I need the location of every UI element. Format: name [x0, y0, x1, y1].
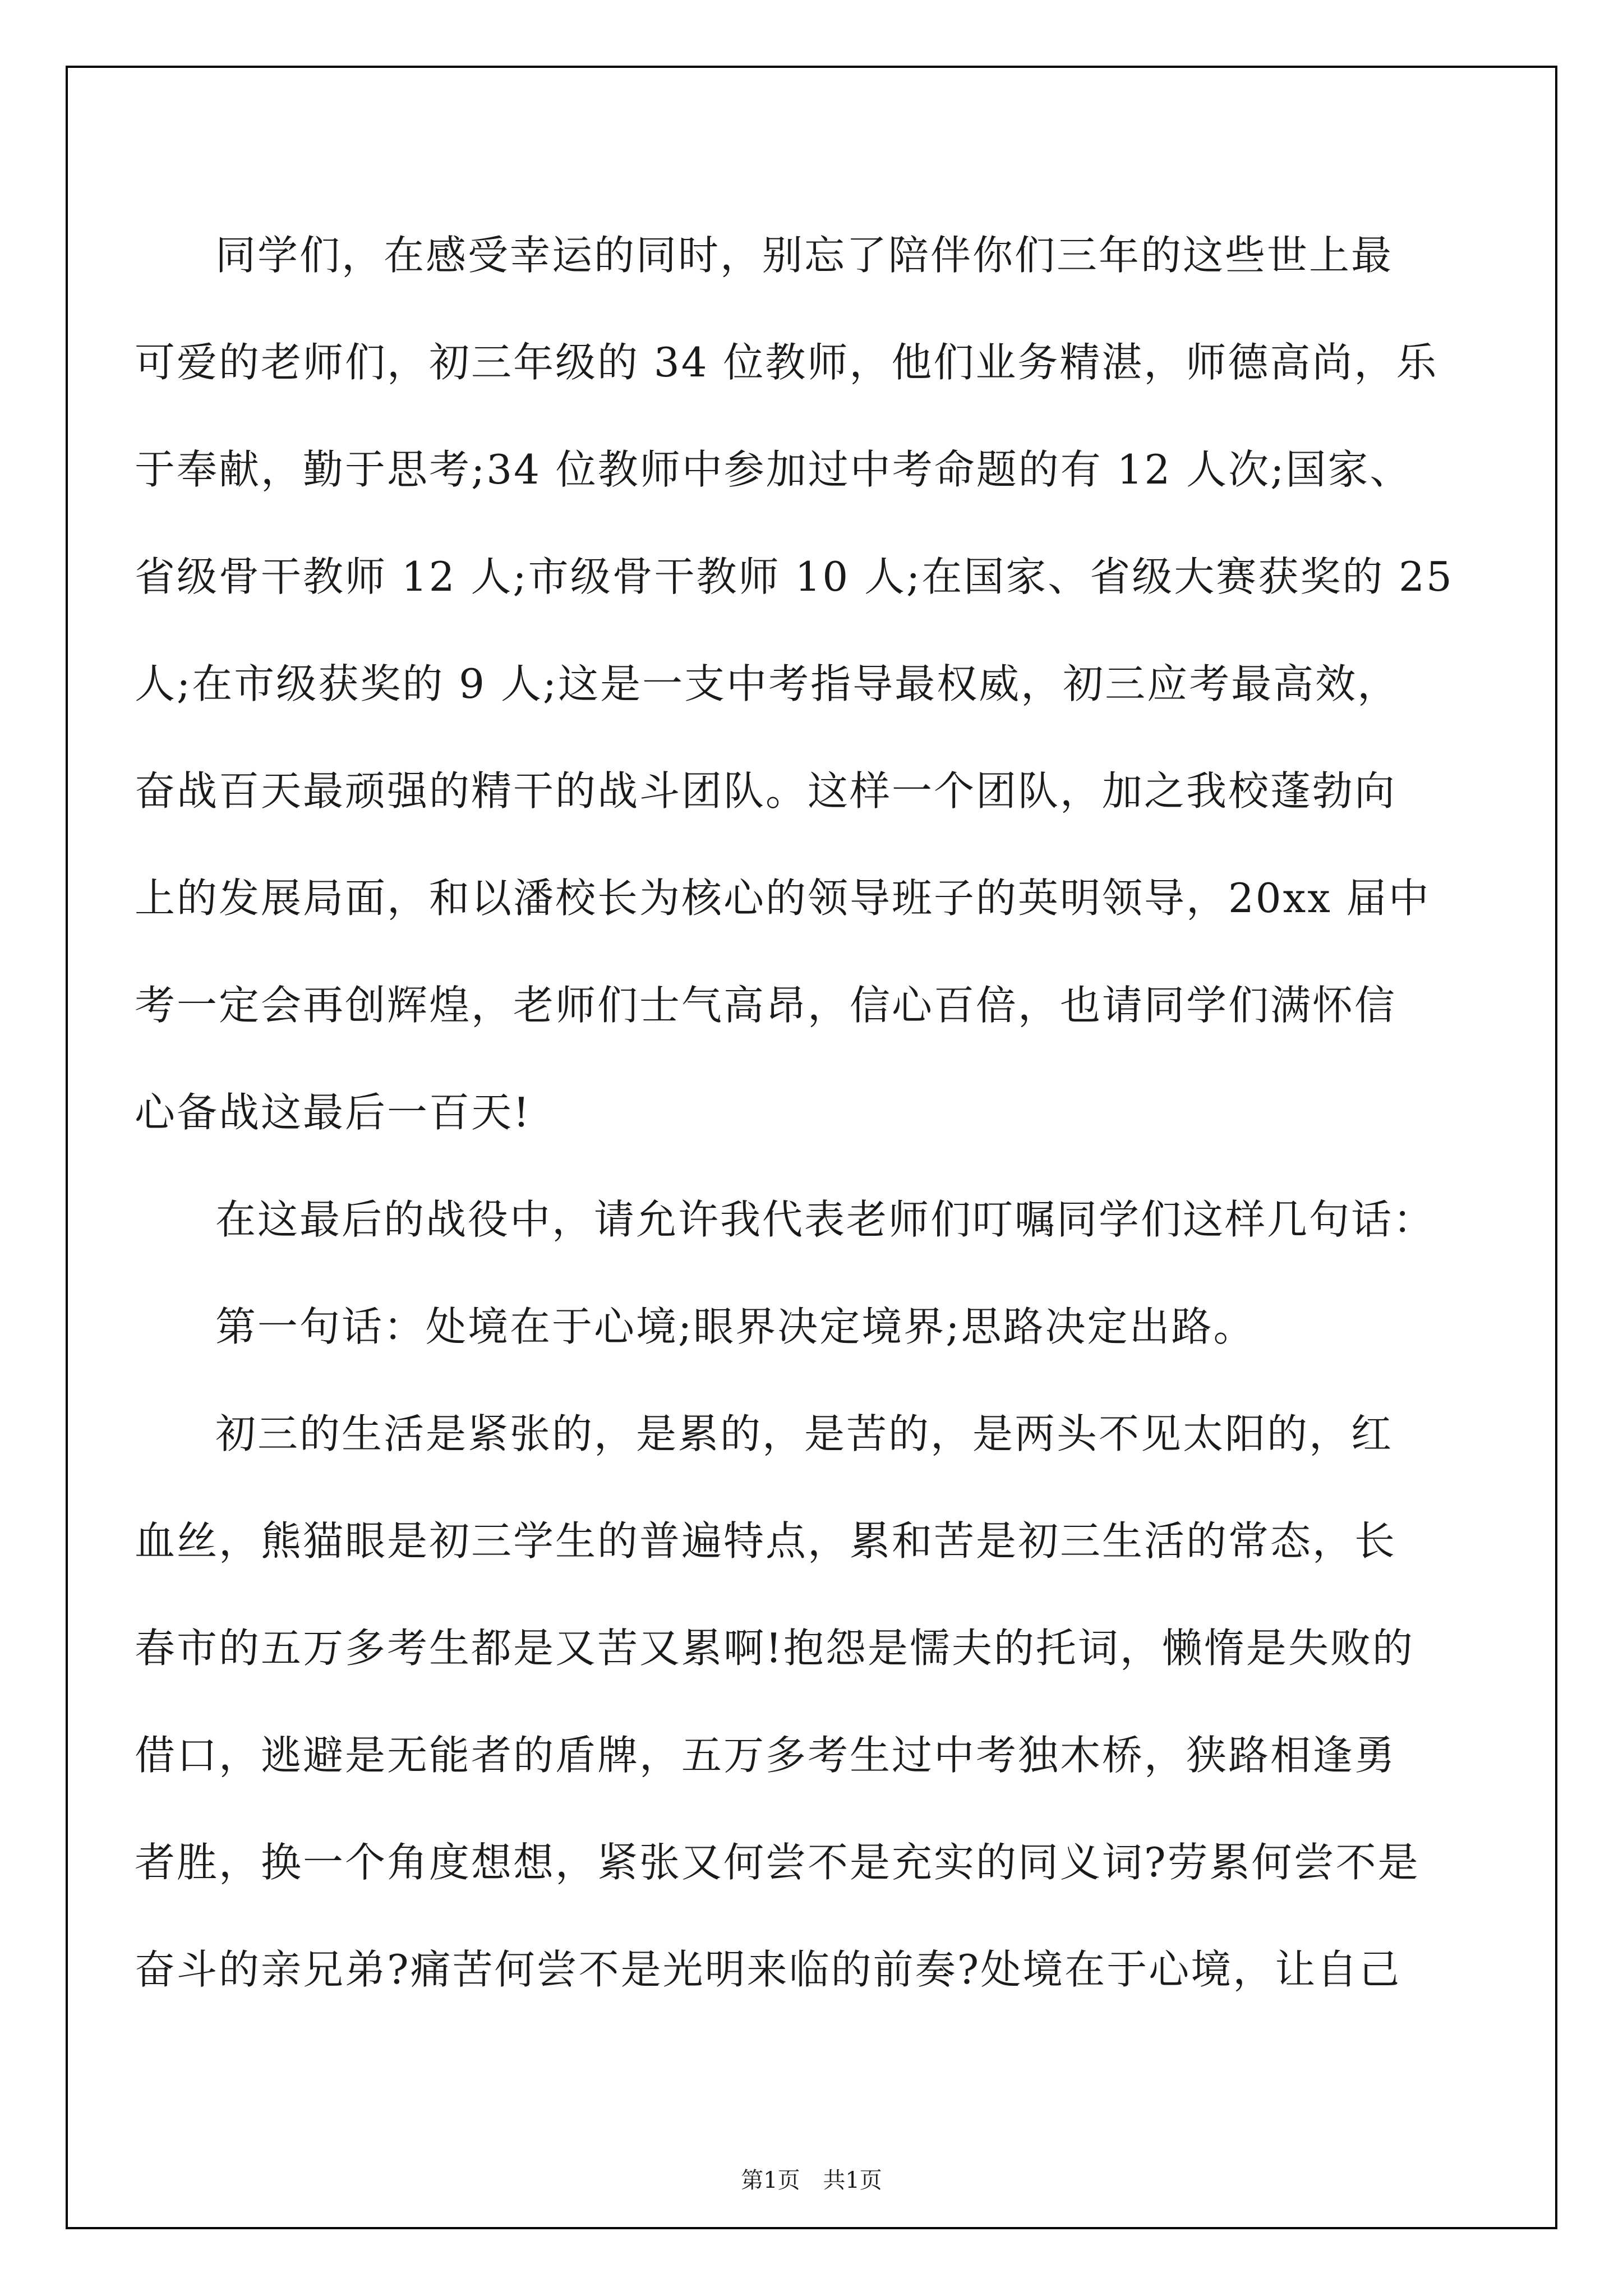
page-footer	[0, 2162, 1623, 2194]
text-line-1: 同学们，在感受幸运的同时，别忘了陪伴你们三年的这些世上最	[215, 232, 1394, 279]
text-line-5: 人;在市级获奖的 9 人;这是一支中考指导最权威，初三应考最高效，	[135, 660, 1400, 707]
text-line-3: 于奉献，勤于思考;34 位教师中参加过中考命题的有 12 人次;国家、	[135, 446, 1412, 493]
text-line-2: 可爱的老师们，初三年级的 34 位教师，他们业务精湛，师德高尚，乐	[135, 339, 1438, 386]
text-line-14: 春市的五万多考生都是又苦又累啊!抱怨是懦夫的托词，懒惰是失败的	[135, 1625, 1414, 1672]
page-number: 第1页	[741, 2168, 800, 2193]
text-line-12: 初三的生活是紧张的，是累的，是苦的，是两头不见太阳的，红	[215, 1410, 1394, 1457]
text-line-11: 第一句话：处境在于心境;眼界决定境界;思路决定出路。	[215, 1303, 1256, 1350]
text-line-4: 省级骨干教师 12 人;市级骨干教师 10 人;在国家、省级大赛获奖的 25	[135, 553, 1454, 600]
page-total: 共1页	[823, 2168, 882, 2193]
text-line-8: 考一定会再创辉煌，老师们士气高昂，信心百倍，也请同学们满怀信	[135, 982, 1397, 1029]
text-line-7: 上的发展局面，和以潘校长为核心的领导班子的英明领导，20xx 届中	[135, 875, 1431, 922]
text-line-9: 心备战这最后一百天!	[135, 1089, 531, 1136]
text-line-10: 在这最后的战役中，请允许我代表老师们叮嘱同学们这样几句话：	[215, 1196, 1436, 1243]
document-body	[135, 202, 1454, 2023]
text-line-16: 者胜，换一个角度想想，紧张又何尝不是充实的同义词?劳累何尝不是	[135, 1839, 1420, 1886]
text-line-15: 借口，逃避是无能者的盾牌，五万多考生过中考独木桥，狭路相逢勇	[135, 1732, 1397, 1779]
text-line-13: 血丝，熊猫眼是初三学生的普遍特点，累和苦是初三生活的常态，长	[135, 1517, 1397, 1565]
text-line-17: 奋斗的亲兄弟?痛苦何尝不是光明来临的前奏?处境在于心境，让自己	[135, 1946, 1401, 1993]
text-line-6: 奋战百天最顽强的精干的战斗团队。这样一个团队，加之我校蓬勃向	[135, 767, 1397, 815]
